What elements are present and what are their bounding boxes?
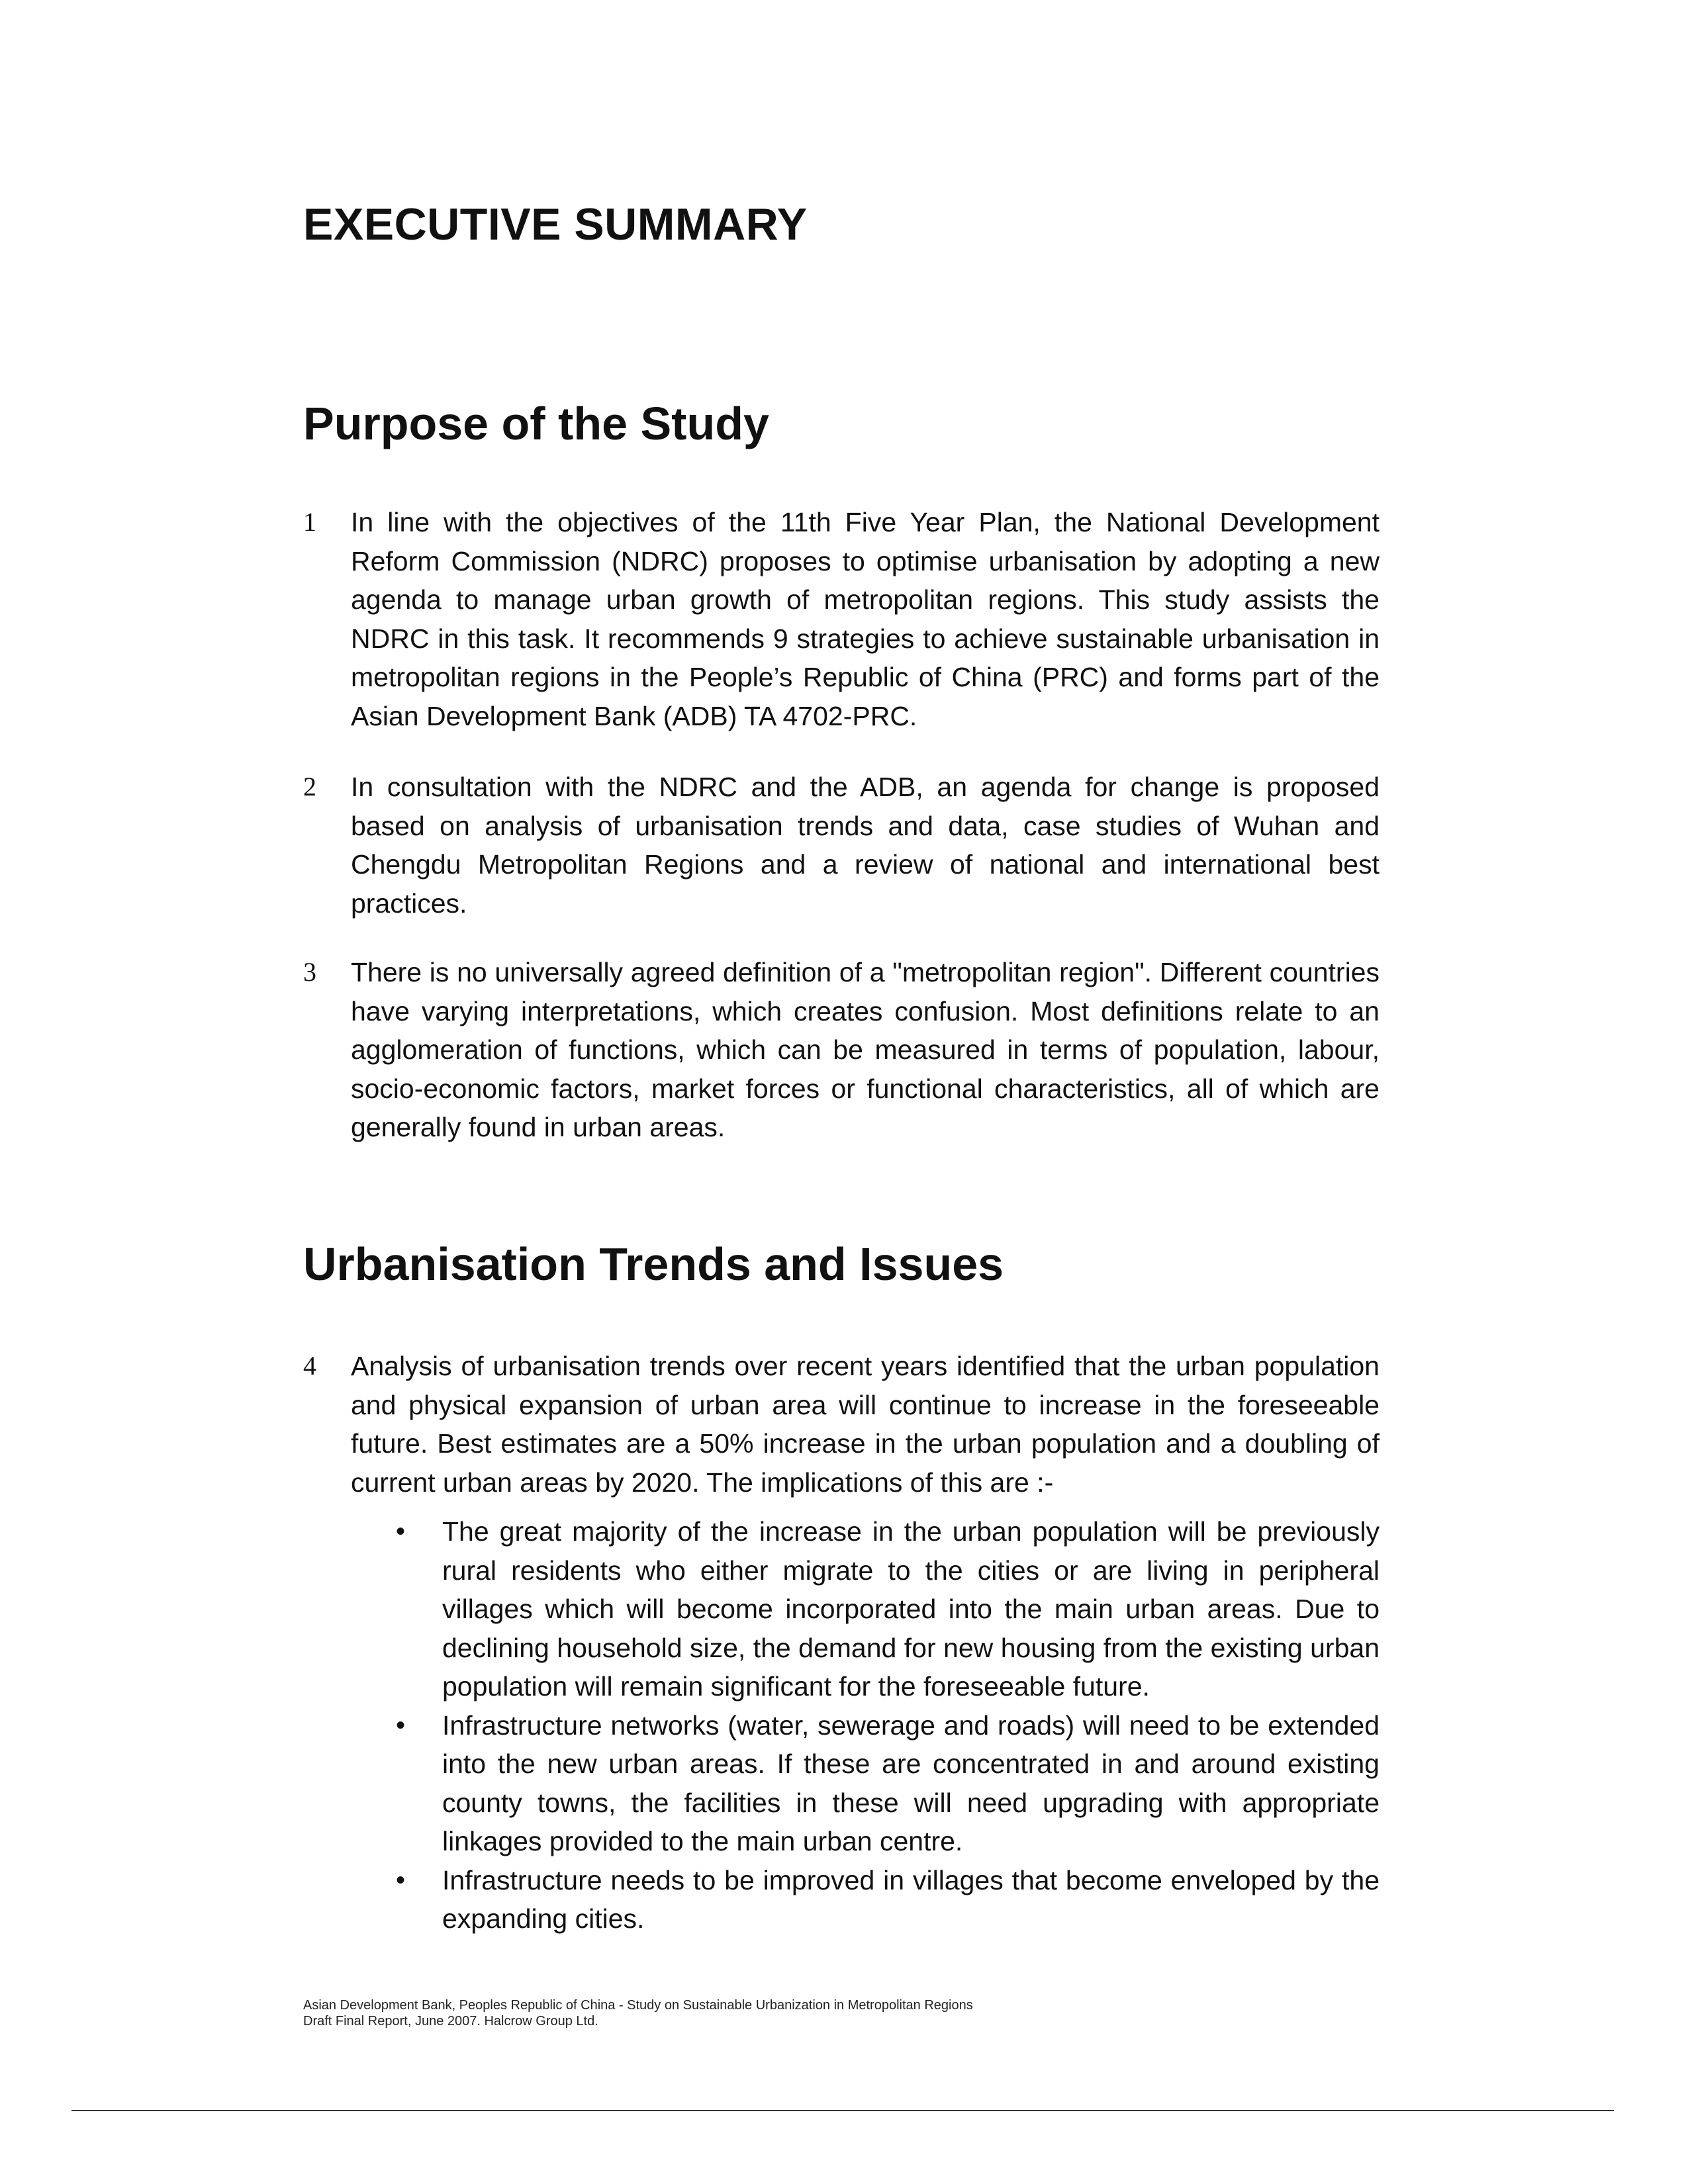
footer-line-2: Draft Final Report, June 2007. Halcrow Group Ltd.: [303, 2014, 598, 2028]
list-item: [391, 1512, 1380, 1706]
paragraph-number: 3: [303, 957, 316, 987]
implications-list: [391, 1512, 1380, 1938]
paragraph-number: 4: [303, 1351, 316, 1381]
paragraph-number: 1: [303, 507, 316, 537]
list-item: [391, 1706, 1380, 1861]
numbered-paragraph-4: [303, 1347, 1380, 1502]
numbered-paragraph-3: [303, 953, 1380, 1147]
bullet-icon: •: [396, 1710, 406, 1740]
section-heading-purpose: Purpose of the Study: [303, 398, 769, 449]
paragraph-number: 2: [303, 772, 316, 801]
numbered-paragraph-2: [303, 768, 1380, 923]
paragraph-text: There is no universally agreed definition of a "metropolitan region". Different countries have varying interpretations, which creates confusion. Most definitions relate to an agglomeration of functions, which can be measured in terms of population, labour, socio-economic factors, market forces or functional characteristics, all of which are generally found in urban areas.: [351, 957, 1380, 1142]
bullet-icon: •: [396, 1517, 406, 1546]
list-item-text: Infrastructure networks (water, sewerage and roads) will need to be extended into the new urban areas. If these are concentrated in and around existing county towns, the facilities in these will need upgrading with appropriate linkages provided to the main urban centre.: [442, 1709, 1380, 1856]
paragraph-text: In line with the objectives of the 11th Five Year Plan, the National Development Reform Commission (NDRC) proposes to optimise urbanisation by adopting a new agenda to manage urban growth of metropolitan regions. This study assists the NDRC in this task. It recommends 9 strategies to achieve sustainable urbanisation in metropolitan regions in the People’s Republic of China (PRC) and forms part of the Asian Development Bank (ADB) TA 4702-PRC.: [351, 507, 1380, 731]
page-title: EXECUTIVE SUMMARY: [303, 199, 808, 250]
page-footer: [303, 1997, 973, 2029]
paragraph-text: Analysis of urbanisation trends over recent years identified that the urban population and physical expansion of urban area will continue to increase in the foreseeable future. Best estimates are a 50% increase in the urban population and a doubling of current urban areas by 2020. The implications of this are :-: [351, 1351, 1380, 1498]
bullet-icon: •: [396, 1865, 406, 1895]
list-item: [391, 1861, 1380, 1938]
numbered-paragraph-1: [303, 503, 1380, 735]
list-item-text: Infrastructure needs to be improved in villages that become enveloped by the expanding cities.: [442, 1864, 1380, 1934]
footer-line-1: Asian Development Bank, Peoples Republic of China - Study on Sustainable Urbanization in Metropolitan Regions: [303, 1998, 973, 2013]
footer-divider: [71, 2110, 1614, 2111]
section-heading-urbanisation: Urbanisation Trends and Issues: [303, 1238, 1004, 1290]
paragraph-text: In consultation with the NDRC and the ADB, an agenda for change is proposed based on analysis of urbanisation trends and data, case studies of Wuhan and Chengdu Metropolitan Regions and a review of national and international best practices.: [351, 772, 1380, 919]
list-item-text: The great majority of the increase in the urban population will be previously rural residents who either migrate to the cities or are living in peripheral villages which will become incorporated into the main urban areas. Due to declining household size, the demand for new housing from the existing urban population will remain significant for the foreseeable future.: [442, 1516, 1380, 1702]
